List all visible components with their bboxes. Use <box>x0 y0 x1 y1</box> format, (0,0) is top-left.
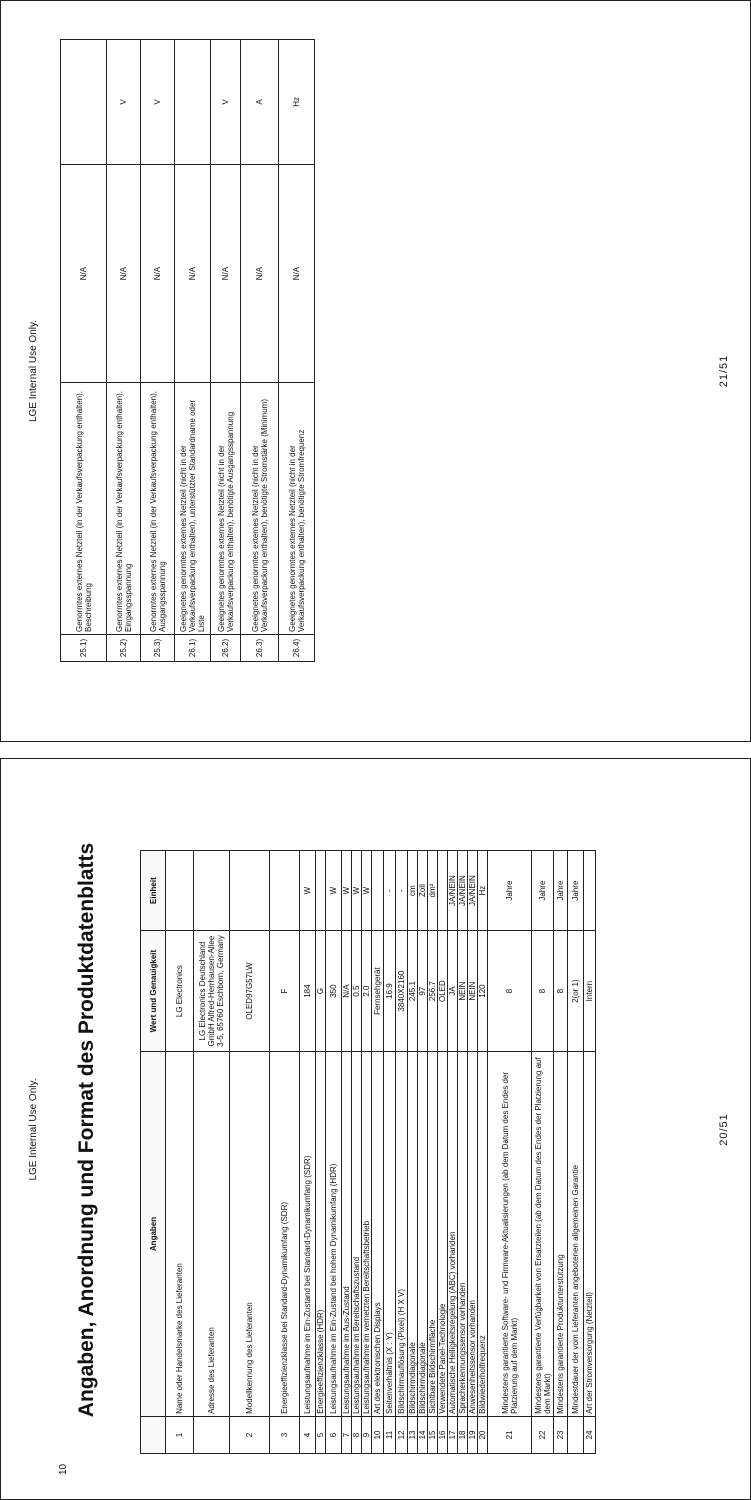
row-number: 25.1) <box>61 635 107 662</box>
row-number: 1 <box>166 1416 194 1453</box>
row-number: 24 <box>584 1416 596 1453</box>
table-row <box>384 851 396 1454</box>
table-row <box>166 851 194 1454</box>
row-value: N/A <box>241 164 279 383</box>
row-number: 17 <box>448 1416 458 1453</box>
row-value: N/A <box>342 931 352 1052</box>
row-value: F <box>270 931 300 1052</box>
row-number: 22 <box>532 1416 554 1453</box>
row-number: 23 <box>554 1416 568 1453</box>
row-description: Leistungsaufnahme im Aus-Zustand <box>342 1052 352 1417</box>
row-unit: W <box>352 851 362 931</box>
row-description: Mindestens garantierte Software- und Firmware-Aktualisierungen (ab dem Datum des Endes der Platzierung auf dem Markt) <box>488 1052 532 1417</box>
row-unit: V <box>107 40 141 165</box>
row-unit <box>166 851 194 931</box>
row-value: OLED <box>438 931 448 1052</box>
row-unit: dm² <box>428 851 438 931</box>
row-description: Leistungsaufnahme im Ein-Zustand bei hohem Dynamikumfang (HDR) <box>326 1052 342 1417</box>
table-row <box>418 851 428 1454</box>
row-value: N/A <box>211 164 241 383</box>
row-number: 2 <box>230 1416 270 1453</box>
row-number: 4 <box>300 1416 316 1453</box>
page-number-label: 10 <box>58 1463 69 1475</box>
row-value: OLED97G57LW <box>230 931 270 1052</box>
row-number: 18 <box>458 1416 468 1453</box>
row-description: Mindestdauer der vom Lieferanten angebotenen allgemeinen Garantie <box>568 1052 584 1417</box>
row-description: Art der Stromversorgung (Netzteil) <box>584 1052 596 1417</box>
row-description: Seitenverhältnis (X : Y) <box>384 1052 396 1417</box>
row-number: 20 <box>478 1416 488 1453</box>
table-row <box>468 851 478 1454</box>
row-value: 97 <box>418 931 428 1052</box>
table-body <box>166 851 596 1454</box>
table-row <box>372 851 384 1454</box>
row-unit: W <box>300 851 316 931</box>
row-number: 10 <box>372 1416 384 1453</box>
row-description: Verwendete Panel-Technologie <box>438 1052 448 1417</box>
row-number: 25.3) <box>141 635 175 662</box>
row-unit <box>316 851 326 931</box>
row-value: 3840X2160 <box>396 931 408 1052</box>
row-value: LG Electronics Deutschland GmbH Alfred-Herrhausen-Allee 3-5, 65760 Eschborn, Germany <box>194 931 230 1052</box>
row-number <box>568 1416 584 1453</box>
row-number: 12 <box>396 1416 408 1453</box>
row-unit <box>270 851 300 931</box>
table-row <box>448 851 458 1454</box>
row-value: 8 <box>532 931 554 1052</box>
row-unit <box>230 851 270 931</box>
table-row <box>554 851 568 1454</box>
row-unit: Zoll <box>418 851 428 931</box>
row-unit: Jahre <box>532 851 554 931</box>
table-body <box>61 40 315 662</box>
row-value: Intern <box>584 931 596 1052</box>
row-unit <box>372 851 384 931</box>
table-row <box>488 851 532 1454</box>
table-row <box>584 851 596 1454</box>
table-row <box>568 851 584 1454</box>
table-row <box>107 40 141 662</box>
row-value: Fernsehgerät <box>372 931 384 1052</box>
page-21 <box>0 0 751 742</box>
row-number: 3 <box>270 1416 300 1453</box>
table-row <box>326 851 342 1454</box>
row-unit: Jahre <box>554 851 568 931</box>
row-value: 350 <box>326 931 342 1052</box>
row-number: 14 <box>418 1416 428 1453</box>
row-description: Geeignetes genormtes externes Netzteil (nicht in der Verkaufsverpackung enthalten), benötigte Stromfrequenz <box>279 383 315 635</box>
table-header-row <box>141 851 166 1454</box>
row-unit: V <box>141 40 175 165</box>
row-number: 8 <box>352 1416 362 1453</box>
row-value: NEIN <box>458 931 468 1052</box>
page-footer: 20/51 <box>718 1113 730 1146</box>
row-description: Art des elektronischen Displays <box>372 1052 384 1417</box>
row-number: 26.2) <box>211 635 241 662</box>
row-description: Leistungsaufnahme im vernetzten Bereitschaftsbetrieb <box>362 1052 372 1417</box>
row-unit: JA/NEIN <box>448 851 458 931</box>
table-row <box>141 40 175 662</box>
table-row <box>241 40 279 662</box>
row-unit <box>61 40 107 165</box>
page-title: Angaben, Anordnung und Format des Produktdatenblatts <box>75 842 98 1418</box>
table-row <box>352 851 362 1454</box>
row-unit: W <box>362 851 372 931</box>
row-number: 7 <box>342 1416 352 1453</box>
row-number: 16 <box>438 1416 448 1453</box>
power-supply-table <box>60 39 315 662</box>
row-unit <box>175 40 211 165</box>
row-unit: W <box>326 851 342 931</box>
row-unit: V <box>211 40 241 165</box>
table-row <box>362 851 372 1454</box>
table-row <box>230 851 270 1454</box>
table-row <box>396 851 408 1454</box>
product-data-table <box>140 850 596 1454</box>
table-row <box>270 851 300 1454</box>
row-value: N/A <box>107 164 141 383</box>
table-row <box>438 851 448 1454</box>
row-description: Adresse des Lieferanten <box>194 1052 230 1417</box>
row-value: JA <box>448 931 458 1052</box>
row-number: 11 <box>384 1416 396 1453</box>
row-number: 26.3) <box>241 635 279 662</box>
row-unit: Hz <box>478 851 488 931</box>
table-row <box>300 851 316 1454</box>
row-description: Name oder Handelsmarke des Lieferanten <box>166 1052 194 1417</box>
table-row <box>175 40 211 662</box>
row-value: 245.1 <box>408 931 418 1052</box>
row-value: 8 <box>554 931 568 1052</box>
row-description: Anwesenheitssensor vorhanden <box>468 1052 478 1417</box>
row-number: 5 <box>316 1416 326 1453</box>
table-row <box>428 851 438 1454</box>
row-description: Geeignetes genormtes externes Netzteil (nicht in der Verkaufsverpackung enthalten), benötigte Stromstärke (Minimum) <box>241 383 279 635</box>
col-header-wert: Wert und Genauigkeit <box>141 931 166 1052</box>
row-value: LG Electronics <box>166 931 194 1052</box>
row-value: 16:9 <box>384 931 396 1052</box>
row-description: Leistungsaufnahme im Ein-Zustand bei Standard-Dynamikumfang (SDR) <box>300 1052 316 1417</box>
row-unit: - <box>396 851 408 931</box>
row-description: Leistungsaufnahme im Bereitschaftszustand <box>352 1052 362 1417</box>
row-number: 26.4) <box>279 635 315 662</box>
page-20 <box>0 759 751 1500</box>
row-unit <box>584 851 596 931</box>
row-description: Geeignetes genormtes externes Netzteil (nicht in der Verkaufsverpackung enthalten), unterstützter Standardname oder Liste <box>175 383 211 635</box>
table-row <box>532 851 554 1454</box>
row-number: 9 <box>362 1416 372 1453</box>
table-row <box>342 851 352 1454</box>
col-header-einheit: Einheit <box>141 851 166 931</box>
page-footer: 21/51 <box>718 354 730 388</box>
table-row <box>61 40 107 662</box>
row-number: 26.1) <box>175 635 211 662</box>
page-header: LGE Internal Use Only. <box>28 1078 39 1181</box>
table-row <box>458 851 468 1454</box>
table-row <box>316 851 326 1454</box>
row-value: N/A <box>61 164 107 383</box>
table-row <box>478 851 488 1454</box>
row-description: Mindestens garantierte Produktunterstützung <box>554 1052 568 1417</box>
row-description: Bildwiederholfrequenz <box>478 1052 488 1417</box>
row-unit <box>194 851 230 931</box>
row-number: 21 <box>488 1416 532 1453</box>
row-unit: Hz <box>279 40 315 165</box>
row-value: 184 <box>300 931 316 1052</box>
row-value: 8 <box>488 931 532 1052</box>
row-description: Genormtes externes Netzteil (in der Verkaufsverpackung enthalten), Beschreibung <box>61 383 107 635</box>
row-description: Energieeffizienzklasse (HDR) <box>316 1052 326 1417</box>
row-description: Energieeffizienzklasse bei Standard-Dynamikumfang (SDR) <box>270 1052 300 1417</box>
row-unit: Jahre <box>488 851 532 931</box>
row-number <box>194 1416 230 1453</box>
row-description: Sichtbare Bildschirmfläche <box>428 1052 438 1417</box>
row-number: 19 <box>468 1416 478 1453</box>
row-value: 0.5 <box>352 931 362 1052</box>
col-header-angaben: Angaben <box>141 1052 166 1417</box>
row-description: Mindestens garantierte Verfügbarkeit von Ersatzteilen (ab dem Datum des Endes der Platzierung auf dem Markt) <box>532 1052 554 1417</box>
row-value: 2.0 <box>362 931 372 1052</box>
row-value: 120 <box>478 931 488 1052</box>
row-description: Geeignetes genormtes externes Netzteil (nicht in der Verkaufsverpackung enthalten), benötigte Ausgangsspannung <box>211 383 241 635</box>
row-number: 15 <box>428 1416 438 1453</box>
row-description: Modellkennung des Lieferanten <box>230 1052 270 1417</box>
row-description: Bildschirmauflösung (Pixel) (H X V) <box>396 1052 408 1417</box>
row-number: 13 <box>408 1416 418 1453</box>
row-value: N/A <box>175 164 211 383</box>
table-row <box>211 40 241 662</box>
row-description: Bildschirmdiagonale <box>418 1052 428 1417</box>
row-unit: - <box>384 851 396 931</box>
row-description: Genormtes externes Netzteil (in der Verkaufsverpackung enthalten), Eingangsspannung <box>107 383 141 635</box>
row-value: G <box>316 931 326 1052</box>
table-row <box>408 851 418 1454</box>
row-unit: JA/NEIN <box>468 851 478 931</box>
row-unit: W <box>342 851 352 931</box>
row-unit: Jahre <box>568 851 584 931</box>
table-row <box>194 851 230 1454</box>
table-row <box>279 40 315 662</box>
row-unit: A <box>241 40 279 165</box>
row-value: 256.7 <box>428 931 438 1052</box>
row-value: NEIN <box>468 931 478 1052</box>
row-unit: cm <box>408 851 418 931</box>
row-value: N/A <box>141 164 175 383</box>
row-description: Spracherkennungssensor vorhanden <box>458 1052 468 1417</box>
row-value: N/A <box>279 164 315 383</box>
row-description: Genormtes externes Netzteil (in der Verkaufsverpackung enthalten), Ausgangsspannung <box>141 383 175 635</box>
row-description: Automatische Helligkeitsregelung (ABC) vorhanden <box>448 1052 458 1417</box>
page-header: LGE Internal Use Only. <box>28 319 39 423</box>
col-header-number <box>141 1416 166 1453</box>
row-value: 2(or 1) <box>568 931 584 1052</box>
row-unit: JA/NEIN <box>458 851 468 931</box>
row-unit <box>438 851 448 931</box>
row-description: Bildschirmdiagonale <box>408 1052 418 1417</box>
row-number: 25.2) <box>107 635 141 662</box>
row-number: 6 <box>326 1416 342 1453</box>
